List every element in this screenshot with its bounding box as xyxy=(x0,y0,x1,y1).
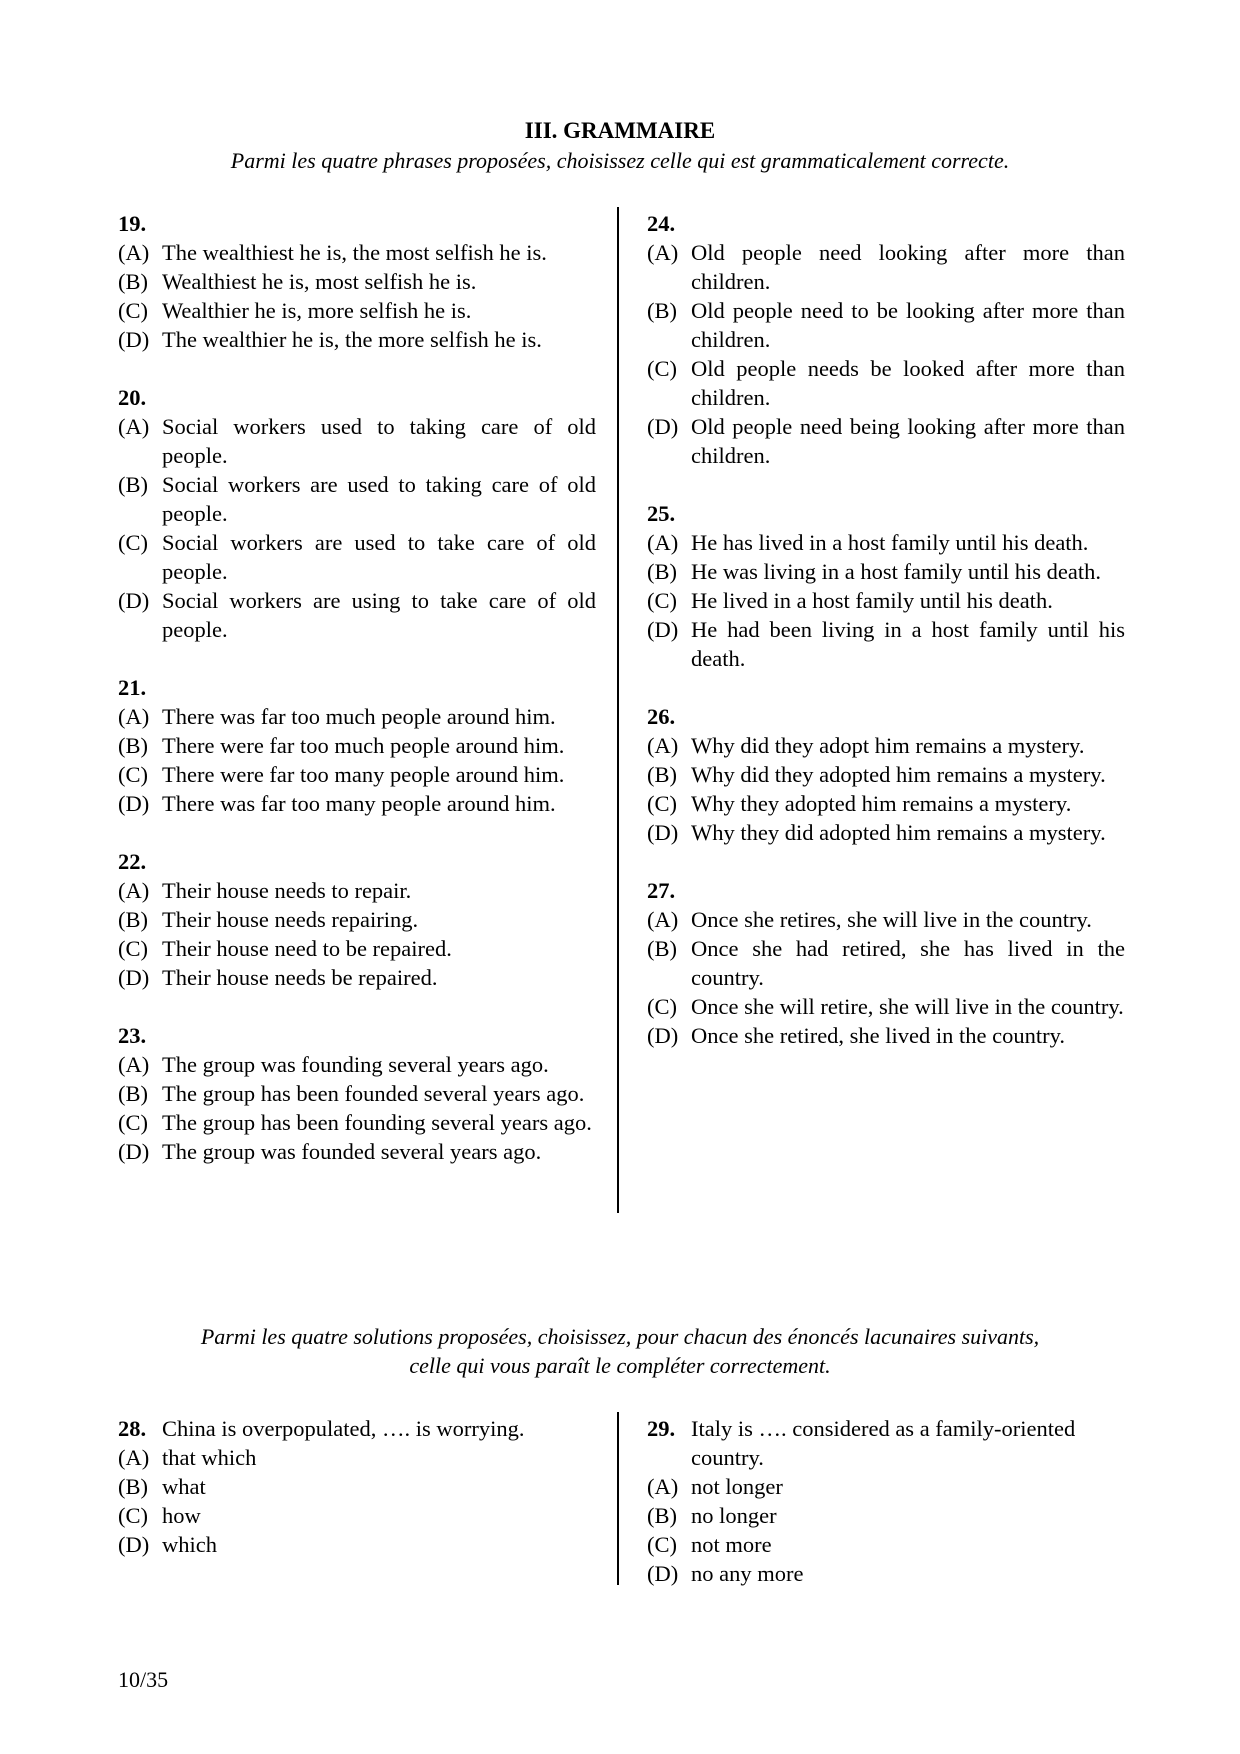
answer-option xyxy=(647,818,1125,847)
answer-option xyxy=(118,731,596,760)
option-letter: (B) xyxy=(647,762,677,787)
option-text: Why they adopted him remains a mystery. xyxy=(691,791,1072,816)
option-letter: (C) xyxy=(118,1110,148,1135)
option-letter: (D) xyxy=(647,820,679,845)
option-text: Old people needs be looked after more than children. xyxy=(691,356,1125,410)
option-text: Once she retired, she lived in the country. xyxy=(691,1023,1066,1048)
option-text: Why they did adopted him remains a mystery. xyxy=(691,820,1106,845)
answer-option xyxy=(118,905,596,934)
question-block xyxy=(647,702,1125,847)
option-text: There were far too much people around him. xyxy=(162,733,565,758)
option-letter: (B) xyxy=(118,733,148,758)
left-question-column xyxy=(118,209,596,1195)
question-block xyxy=(118,847,596,992)
question-number: 22. xyxy=(118,849,147,874)
option-text: Why did they adopt him remains a mystery. xyxy=(691,733,1085,758)
option-text: what xyxy=(162,1474,206,1499)
question-number: 29. xyxy=(647,1416,676,1441)
answer-option xyxy=(647,1559,1125,1588)
option-letter: (D) xyxy=(118,1532,150,1557)
answer-option xyxy=(647,412,1125,470)
option-text: There were far too many people around him. xyxy=(162,762,565,787)
answer-option xyxy=(118,1137,596,1166)
option-letter: (C) xyxy=(118,762,148,787)
question-number: 19. xyxy=(118,211,147,236)
option-text: Their house need to be repaired. xyxy=(162,936,452,961)
answer-option xyxy=(118,1079,596,1108)
question-number: 25. xyxy=(647,501,676,526)
option-text: He has lived in a host family until his death. xyxy=(691,530,1089,555)
answer-option xyxy=(647,934,1125,992)
option-letter: (D) xyxy=(118,588,150,613)
option-text: how xyxy=(162,1503,201,1528)
option-letter: (A) xyxy=(647,530,679,555)
option-letter: (C) xyxy=(118,1503,148,1528)
option-text: Wealthier he is, more selfish he is. xyxy=(162,298,472,323)
answer-option xyxy=(647,238,1125,296)
question-number: 23. xyxy=(118,1023,147,1048)
option-text: no any more xyxy=(691,1561,804,1586)
option-letter: (A) xyxy=(118,1445,150,1470)
option-letter: (B) xyxy=(118,269,148,294)
answer-option xyxy=(118,1530,596,1559)
answer-option xyxy=(118,325,596,354)
option-letter: (C) xyxy=(647,1532,677,1557)
option-text: Once she will retire, she will live in the country. xyxy=(691,994,1124,1019)
option-text: Old people need looking after more than children. xyxy=(691,240,1125,294)
column-divider xyxy=(617,207,619,1213)
option-text: Social workers used to taking care of old people. xyxy=(162,414,596,468)
option-text: He had been living in a host family until his death. xyxy=(691,617,1125,671)
option-text: Social workers are used to taking care of old people. xyxy=(162,472,596,526)
answer-option xyxy=(118,934,596,963)
section-instruction: Parmi les quatre phrases proposées, choisissez celle qui est grammaticalement correcte. xyxy=(230,148,1010,173)
option-letter: (A) xyxy=(118,414,150,439)
option-letter: (C) xyxy=(118,530,148,555)
option-text: The wealthiest he is, the most selfish he is. xyxy=(162,240,547,265)
option-letter: (D) xyxy=(118,1139,150,1164)
option-text: Social workers are using to take care of old people. xyxy=(162,588,596,642)
option-letter: (B) xyxy=(118,907,148,932)
section-title: III. GRAMMAIRE xyxy=(524,118,716,143)
option-text: There was far too many people around him. xyxy=(162,791,556,816)
answer-option xyxy=(118,586,596,644)
answer-option xyxy=(118,528,596,586)
right-question-column xyxy=(647,209,1125,1079)
option-letter: (D) xyxy=(118,327,150,352)
option-letter: (A) xyxy=(118,704,150,729)
option-letter: (D) xyxy=(647,1561,679,1586)
answer-option xyxy=(647,615,1125,673)
answer-option xyxy=(118,1050,596,1079)
option-text: He was living in a host family until his death. xyxy=(691,559,1101,584)
option-letter: (A) xyxy=(118,240,150,265)
answer-option xyxy=(647,528,1125,557)
option-text: that which xyxy=(162,1445,257,1470)
question-number: 21. xyxy=(118,675,147,700)
column-divider-2 xyxy=(617,1412,619,1585)
answer-option xyxy=(647,789,1125,818)
page-number: 10/35 xyxy=(118,1667,169,1692)
option-letter: (D) xyxy=(647,617,679,642)
section2-instruction-line1: Parmi les quatre solutions proposées, choisissez, pour chacun des énoncés lacunaires suivants, xyxy=(200,1324,1040,1349)
question-number: 20. xyxy=(118,385,147,410)
question-block xyxy=(647,876,1125,1050)
option-letter: (A) xyxy=(647,733,679,758)
option-text: Wealthiest he is, most selfish he is. xyxy=(162,269,477,294)
option-letter: (B) xyxy=(647,298,677,323)
fill-question xyxy=(118,1414,596,1559)
option-text: Old people need to be looking after more than children. xyxy=(691,298,1125,352)
answer-option xyxy=(118,1501,596,1530)
option-text: Their house needs be repaired. xyxy=(162,965,438,990)
option-text: The group was founding several years ago. xyxy=(162,1052,549,1077)
option-letter: (A) xyxy=(118,878,150,903)
fill-question xyxy=(647,1414,1125,1588)
option-text: Once she had retired, she has lived in the country. xyxy=(691,936,1125,990)
question-block xyxy=(118,673,596,818)
option-letter: (B) xyxy=(118,472,148,497)
option-letter: (B) xyxy=(647,936,677,961)
option-letter: (A) xyxy=(647,1474,679,1499)
option-text: Why did they adopted him remains a mystery. xyxy=(691,762,1106,787)
question-28 xyxy=(118,1414,596,1559)
option-letter: (A) xyxy=(647,240,679,265)
option-text: not more xyxy=(691,1532,772,1557)
section2-instruction-line2: celle qui vous paraît le compléter correctement. xyxy=(409,1353,831,1378)
option-letter: (C) xyxy=(118,936,148,961)
answer-option xyxy=(118,238,596,267)
option-letter: (B) xyxy=(647,559,677,584)
option-text: no longer xyxy=(691,1503,777,1528)
answer-option xyxy=(647,1472,1125,1501)
option-text: The group was founded several years ago. xyxy=(162,1139,542,1164)
option-letter: (A) xyxy=(118,1052,150,1077)
option-text: Old people need being looking after more than children. xyxy=(691,414,1125,468)
option-letter: (D) xyxy=(647,1023,679,1048)
option-letter: (D) xyxy=(118,965,150,990)
option-letter: (B) xyxy=(118,1474,148,1499)
option-letter: (D) xyxy=(647,414,679,439)
answer-option xyxy=(118,267,596,296)
answer-option xyxy=(647,905,1125,934)
answer-option xyxy=(118,1472,596,1501)
option-text: The group has been founding several years ago. xyxy=(162,1110,592,1135)
option-letter: (C) xyxy=(647,994,677,1019)
option-text: The wealthier he is, the more selfish he is. xyxy=(162,327,542,352)
option-text: The group has been founded several years ago. xyxy=(162,1081,585,1106)
option-text: Their house needs to repair. xyxy=(162,878,412,903)
answer-option xyxy=(118,876,596,905)
answer-option xyxy=(647,1501,1125,1530)
answer-option xyxy=(647,760,1125,789)
answer-option xyxy=(647,586,1125,615)
question-stem xyxy=(118,1414,596,1443)
answer-option xyxy=(647,296,1125,354)
answer-option xyxy=(647,1530,1125,1559)
question-number: 27. xyxy=(647,878,676,903)
answer-option xyxy=(647,1021,1125,1050)
question-block xyxy=(118,383,596,644)
answer-option xyxy=(647,731,1125,760)
question-29 xyxy=(647,1414,1125,1588)
question-number: 26. xyxy=(647,704,676,729)
question-block xyxy=(647,209,1125,470)
answer-option xyxy=(118,789,596,818)
option-letter: (D) xyxy=(118,791,150,816)
question-block xyxy=(118,209,596,354)
option-letter: (C) xyxy=(647,356,677,381)
option-text: not longer xyxy=(691,1474,783,1499)
question-stem xyxy=(647,1414,1125,1472)
question-stem-text: China is overpopulated, …. is worrying. xyxy=(162,1416,525,1441)
question-number: 24. xyxy=(647,211,676,236)
answer-option xyxy=(118,1108,596,1137)
answer-option xyxy=(647,354,1125,412)
answer-option xyxy=(118,963,596,992)
answer-option xyxy=(118,1443,596,1472)
option-letter: (C) xyxy=(647,588,677,613)
answer-option xyxy=(118,760,596,789)
answer-option xyxy=(118,702,596,731)
option-letter: (C) xyxy=(118,298,148,323)
question-block xyxy=(647,499,1125,673)
option-text: Social workers are used to take care of old people. xyxy=(162,530,596,584)
option-text: There was far too much people around him. xyxy=(162,704,556,729)
option-letter: (A) xyxy=(647,907,679,932)
option-text: Once she retires, she will live in the country. xyxy=(691,907,1092,932)
answer-option xyxy=(118,412,596,470)
option-text: which xyxy=(162,1532,217,1557)
option-letter: (C) xyxy=(647,791,677,816)
option-letter: (B) xyxy=(118,1081,148,1106)
option-text: Their house needs repairing. xyxy=(162,907,419,932)
question-block xyxy=(118,1021,596,1166)
answer-option xyxy=(647,557,1125,586)
answer-option xyxy=(118,470,596,528)
question-stem-text: Italy is …. considered as a family-oriented country. xyxy=(691,1416,1076,1470)
answer-option xyxy=(118,296,596,325)
option-letter: (B) xyxy=(647,1503,677,1528)
option-text: He lived in a host family until his death. xyxy=(691,588,1053,613)
answer-option xyxy=(647,992,1125,1021)
question-number: 28. xyxy=(118,1416,147,1441)
